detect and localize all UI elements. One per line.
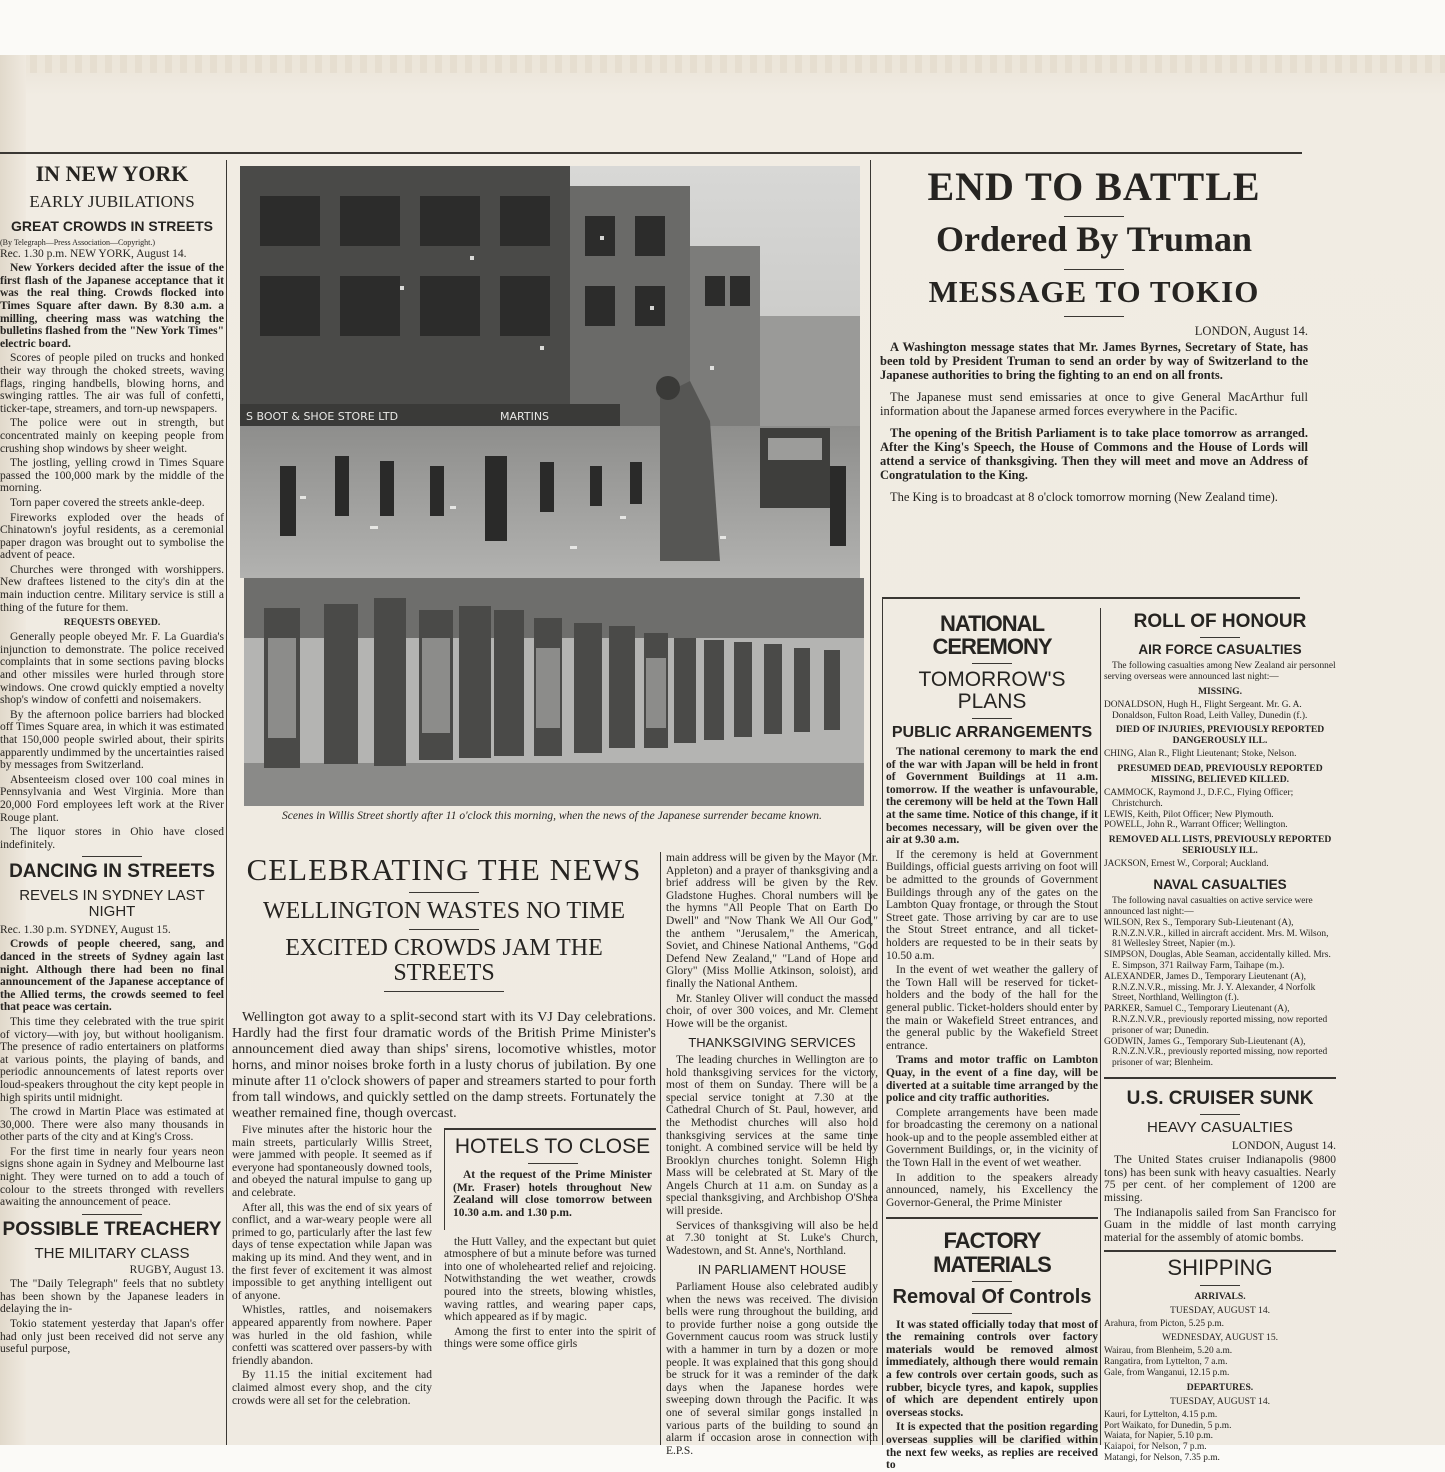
col3-paragraph: The leading churches in Wellington are to hold thanksgiving services for the victory, most of them on Sunday. There will be a special service tonight at 7.30 at the Cathedral Church of St. Paul, however, and the Methodist churches will also hold thanksgiving services at the same time tonight. A combined service will be held by Brooklyn churches tonight. Solemn High Mass will be celebrated at St. Mary of the Angels Church at 11 a.m. on Sunday as a special thanksgiving, and Archbishop O'Shea will preside. <box>666 1053 878 1218</box>
factory-subhead: Removal Of Controls <box>892 1285 1092 1308</box>
center-paragraph: the Hutt Valley, and the expectant but quiet atmosphere of but a minute before was turned into one of wholehearted relief and rejoicing. Notwithstanding the wet weather, crowds poured into the streets, blowing whistles, waving rattles, and wearing paper caps, which appeared as if by magic. <box>444 1235 656 1324</box>
honour-entry: ALEXANDER, James D., Temporary Lieutenant (A), R.N.Z.N.V.R., missing. Mr. J. Y. Alexander, 4 Norfolk Street, Northland, Wellington (f.). <box>1104 971 1316 1004</box>
shipping-arrivals: ARRIVALS. <box>1194 1290 1246 1302</box>
center-paragraph: Whistles, rattles, and noisemakers appeared apparently from nowhere. Paper was hurled in the old fashion, while confetti was scattered over passers-by with friendly abandon. <box>232 1304 432 1367</box>
sydney-dateline: Rec. 1.30 p.m. SYDNEY, August 15. <box>0 923 171 936</box>
ny-paragraph: Absenteeism closed over 100 coal mines in Pennsylvania and West Virginia. More than 20,000 Ford employees left work at the River Rouge plant. <box>0 773 224 824</box>
hotels-body: At the request of the Prime Minister (Mr. Fraser) hotels throughout New Zealand will close tomorrow between 10.30 a.m. and 1.30 p.m. <box>453 1169 652 1219</box>
ny-paragraph: Churches were thronged with worshippers. New draftees listened to the city's din at the main induction centre. Military service is still a thing of the future for them. <box>0 563 224 614</box>
shipping-entry: Wairau, from Blenheim, 5.20 a.m. <box>1104 1346 1233 1357</box>
divider <box>972 718 1012 719</box>
divider <box>409 892 479 893</box>
street-photo-bottom <box>244 578 864 806</box>
honour-entry: DONALDSON, Hugh H., Flight Sergeant. Mr. G. A. Donaldson, Fulton Road, Leith Valley, Dunedin (f.). <box>1104 699 1308 721</box>
shipping-entry: Arahura, from Picton, 5.25 p.m. <box>1104 1318 1225 1329</box>
treachery-dateline: RUGBY, August 13. <box>129 1263 224 1276</box>
honour-intro: The following naval casualties on active service were announced last night:— <box>1104 896 1313 918</box>
sydney-lead: Crowds of people cheered, sang, and danced in the streets of Sydney again last night. Although there had been no final announcement of the Japanese acceptance of the Allied terms, the crowds seemed to feel that peace was certain. <box>0 938 224 1014</box>
column-rule-4 <box>1100 608 1101 1445</box>
shipping-entry: Port Waikato, for Dunedin, 5 p.m. <box>1104 1420 1232 1431</box>
honour-entry: PARKER, Samuel C., Temporary Lieutenant (A), R.N.Z.N.V.R., previously reported missing, now reported prisoner of war; Dunedin. <box>1104 1004 1328 1036</box>
cruiser-paragraph: The Indianapolis sailed from San Francisco for Guam in the middle of last month carrying material for the assembly of atomic bombs. <box>1104 1206 1336 1244</box>
col3-paragraph: Services of thanksgiving will also be held at 7.30 tonight at St. Luke's Church, Wadestown, and St. Anne's, Northland. <box>666 1219 878 1257</box>
ceremony-subhead-2: PUBLIC ARRANGEMENTS <box>891 724 1093 742</box>
ceremony-headline: NATIONAL CEREMONY <box>932 611 1052 660</box>
column-rule-1 <box>226 160 227 1445</box>
divider <box>1200 1285 1240 1286</box>
shipping-departures: DEPARTURES. <box>1186 1381 1254 1393</box>
cruiser-paragraph: The United States cruiser Indianapolis (9800 tons) has been sunk with heavy casualties. Nearly 75 per cent. of her complement of 1200 are missing. <box>1104 1154 1336 1205</box>
ny-paragraph: Scores of people piled on trucks and honked their way through the choked streets, waving flags, ringing handbells, blowing horns, and swinging rattles. The air was full of confetti, ticker-tape, streamers, and torn-up newspapers. <box>0 352 224 415</box>
right-divider-rule <box>882 597 1300 599</box>
honour-headline: ROLL OF HONOUR <box>1133 611 1307 632</box>
ceremony-paragraph: If the ceremony is held at Government Buildings, official guests arriving on foot will be admitted to the grounds of Government Buildings through any of the gates on the Lambton Quay frontage, or through the Stout Street gate. Those arriving by car are to use the Stout Street entrance, and all ticket-holders are requested to be in their seats by 10.50 a.m. <box>886 848 1098 962</box>
shipping-entry: Kauri, for Lyttelton, 4.15 p.m. <box>1104 1409 1218 1420</box>
ny-headline: IN NEW YORK <box>35 161 189 186</box>
shipping-entry: Matangi, for Nelson, 7.35 p.m. <box>1104 1452 1220 1463</box>
divider <box>528 1163 578 1164</box>
ny-subhead: EARLY JUBILATIONS <box>29 192 195 212</box>
honour-entry: POWELL, John R., Warrant Officer; Wellington. <box>1104 820 1288 831</box>
air-force-subhead: AIR FORCE CASUALTIES <box>1138 641 1302 657</box>
honour-entry: WILSON, Rex S., Temporary Sub-Lieutenant (A), R.N.Z.N.V.R., killed in aircraft accident. Mrs. M. Wilson, 81 Wellesley Street, Napier (m.). <box>1104 917 1329 950</box>
ny-paragraph: Torn paper covered the streets ankle-deep. <box>10 496 205 509</box>
sydney-paragraph: This time they celebrated with the true spirit of victory—with joy, but without hooliganism. The presence of radio entertainers on platforms at various points, the playing of bands, and periodic announcements of latest reports over loud-speakers throughout the city kept people in high spirits until midnight. <box>0 1015 224 1104</box>
factory-paragraph: It is expected that the position regarding overseas supplies will be clarified within the next few weeks, as replies are received to <box>886 1421 1098 1472</box>
center-col-b <box>444 1124 656 1353</box>
divider <box>1064 216 1124 217</box>
column-rule-3 <box>882 598 883 1445</box>
ny-dateline: Rec. 1.30 p.m. NEW YORK, August 14. <box>0 247 187 260</box>
center-headline: CELEBRATING THE NEWS <box>246 852 642 887</box>
divider <box>1200 1114 1240 1115</box>
sydney-paragraph: For the first time in nearly four years neon signs shone again in Sydney and Melbourne last night. They were turned on to add a touch of colour to the streets thronged with revellers awaiting the announcement of peace. <box>0 1145 224 1209</box>
sydney-subhead: REVELS IN SYDNEY LAST NIGHT <box>19 887 205 921</box>
ceremony-paragraph: Complete arrangements have been made for broadcasting the ceremony on a national hook-up and to the people assembled either at Government Buildings, or, in the vicinity of the Town Hall in the event of wet weather. <box>886 1106 1098 1170</box>
cruiser-dateline: LONDON, August 14. <box>1231 1139 1336 1152</box>
treachery-paragraph: The "Daily Telegraph" feels that no subtlety has been shown by the Japanese leaders in delaying the in- <box>0 1278 224 1316</box>
col3-paragraph: Parliament House also celebrated audibly when the news was received. The division bells were rung throughout the building, and to provide further noise a gong outside the Government caucus room was struck lustily with a hammer in turn by a dozen or more people. It was explained that this gong should be struck for it was a reminder of the dark days when the Japanese hordes were sweeping down through the Pacific. It was one of several similar gongs installed in various parts of the building to sound an alarm if occasion arose in connection with E.P.S. <box>666 1281 878 1457</box>
truman-subhead-2: MESSAGE TO TOKIO <box>928 273 1260 309</box>
ny-paragraph: Fireworks exploded over the heads of Chinatown's joyful residents, as a ceremonial paper dragon was brought out to symbolise the advent of peace. <box>0 511 224 562</box>
ceremony-column <box>886 608 1098 1472</box>
divider <box>1064 316 1124 317</box>
divider <box>82 856 142 857</box>
divider <box>82 1214 142 1215</box>
center-paragraph: After all, this was the end of six years of conflict, and a war-weary people were all primed to go, particularly after the last few days of tense expectation while Japan was making up its mind. And they went, and in the first fever of excitement it was almost impossible to get anything intelligent out of anyone. <box>232 1201 432 1302</box>
factory-section <box>886 1217 1098 1471</box>
shipping-entry: Waiata, for Napier, 5.10 p.m. <box>1104 1431 1213 1442</box>
treachery-subhead: THE MILITARY CLASS <box>34 1244 190 1262</box>
shipping-entry: Rangatira, from Lyttelton, 7 a.m. <box>1104 1357 1228 1368</box>
honour-category: PRESUMED DEAD, PREVIOUSLY REPORTED MISSING, BELIEVED KILLED. <box>1117 763 1323 786</box>
treachery-paragraph: Tokio statement yesterday that Japan's offer had only just been received did not serve any useful purpose, <box>0 1317 224 1356</box>
sydney-paragraph: The crowd in Martin Place was estimated at 30,000. There were also many thousands in other parts of the city and at King's Cross. <box>0 1106 224 1144</box>
center-paragraph: Five minutes after the historic hour the main streets, particularly Willis Street, were jammed with people. It seemed as if everyone had spontaneously downed tools, and obeyed the natural impulse to gang up and celebrate. <box>232 1124 432 1200</box>
ceremony-continued-column <box>666 852 878 1457</box>
center-paragraph: Among the first to enter into the spirit of things were some office girls <box>444 1325 656 1351</box>
hotels-headline: HOTELS TO CLOSE <box>454 1135 651 1159</box>
honour-category: MISSING. <box>1198 685 1242 697</box>
cruiser-subhead: HEAVY CASUALTIES <box>1147 1118 1293 1136</box>
shipping-entry: Kaiapoi, for Nelson, 7 p.m. <box>1104 1442 1207 1453</box>
shop-sign-2: MARTINS <box>500 410 550 423</box>
parliament-subhead: IN PARLIAMENT HOUSE <box>697 1262 847 1278</box>
truman-paragraph: A Washington message states that Mr. James Byrnes, Secretary of State, has been told by President Truman to send an order by way of Switzerland to the Japanese authorities to bring the fighting to an end on all fronts. <box>880 339 1308 382</box>
truman-headline: END TO BATTLE <box>927 164 1261 209</box>
factory-paragraph: It was stated officially today that most of the remaining controls over factory materials would be removed almost immediately, although there would remain a few controls over certain goods, such as rubber, bicycle tyres, and kapok, supplies of which are dependent entirely upon overseas stocks. <box>886 1318 1098 1419</box>
truman-paragraph: The opening of the British Parliament is to take place tomorrow as arranged. After the King's Speech, the House of Commons and the House of Lords will attend a service of thanksgiving. Then they will meet and move an Address of Congratulation to the King. <box>880 425 1308 482</box>
shipping-day: TUESDAY, AUGUST 14. <box>1169 1304 1271 1316</box>
shipping-day: WEDNESDAY, AUGUST 15. <box>1161 1332 1279 1344</box>
honour-entry: SIMPSON, Douglas, Able Seaman, accidentally killed. Mrs. E. Simpson, 371 Railway Farm, Taihape (m.). <box>1104 950 1331 972</box>
center-subhead: WELLINGTON WASTES NO TIME <box>263 897 625 924</box>
honour-entry: LEWIS, Keith, Pilot Officer; New Plymouth. <box>1104 809 1274 820</box>
hotels-box <box>444 1128 656 1229</box>
truman-paragraph: The Japanese must send emissaries at once to give General MacArthur full information about the Japanese armed forces everywhere in the Pacific. <box>880 389 1308 418</box>
ny-paragraph: The liquor stores in Ohio have closed indefinitely. <box>0 826 224 851</box>
center-col-a <box>232 1124 432 1409</box>
ceremony-paragraph: Trams and motor traffic on Lambton Quay, in the event of a fine day, will be diverted at a suitable time arranged by the police and city traffic authorities. <box>886 1054 1098 1105</box>
factory-headline: FACTORY MATERIALS <box>933 1228 1051 1277</box>
shipping-day: TUESDAY, AUGUST 14. <box>1169 1395 1271 1407</box>
ny-paragraph: Generally people obeyed Mr. F. La Guardia's injunction to demonstrate. The police received complaints that in some sections paving blocks and other missiles were hurled through store windows. One crowd quickly emptied a novelty shop's window of confetti and noisemakers. <box>0 631 224 707</box>
top-rule <box>0 152 1302 154</box>
ny-credit: (By Telegraph—Press Association—Copyright.) <box>0 237 156 247</box>
honour-intro: The following casualties among New Zealand air personnel serving overseas were announced last night:— <box>1104 661 1336 682</box>
ny-lead: New Yorkers decided after the issue of the first flash of the Japanese acceptance that it was the real thing. Crowds flocked into Times Square after dawn. By 8.30 a.m. a milling, cheering mass was watching the bulletins flashed from the "New York Times" electric board. <box>0 262 224 350</box>
ny-paragraph: The jostling, yelling crowd in Times Square passed the 100,000 mark by the middle of the morning. <box>0 457 224 495</box>
cruiser-headline: U.S. CRUISER SUNK <box>1126 1088 1314 1109</box>
truman-paragraph: The King is to broadcast at 8 o'clock tomorrow morning (New Zealand time). <box>890 489 1278 504</box>
shipping-headline: SHIPPING <box>1167 1255 1273 1281</box>
divider <box>409 929 479 930</box>
divider <box>972 663 1012 664</box>
street-photo-top <box>240 166 860 578</box>
ny-requests-subhead: REQUESTS OBEYED. <box>63 617 161 629</box>
shipping-entry: Gale, from Wanganui, 12.15 p.m. <box>1104 1367 1230 1378</box>
ceremony-lead: The national ceremony to mark the end of the war with Japan will be held in front of Government Buildings at 11 a.m. tomorrow. If the weather is unfavourable, the ceremony will be held at the Town Hall at the same time. Notice of this change, if it becomes necessary, will be given over the air at 9.30 a.m. <box>886 746 1098 847</box>
street-scene-image <box>240 166 860 578</box>
ny-paragraph: By the afternoon police barriers had blocked off Times Square area, in which it was estimated that 150,000 people swirled about, their spirits apparently undimmed by the uncertainties raised by messages from Switzerland. <box>0 708 224 772</box>
divider <box>972 1313 1012 1314</box>
sydney-headline: DANCING IN STREETS <box>9 861 215 883</box>
ceremony-subhead: TOMORROW'S PLANS <box>918 668 1066 714</box>
center-paragraph: By 11.15 the initial excitement had claimed almost every shop, and the city crowds were all set for the celebration. <box>232 1369 432 1407</box>
cruiser-section <box>1104 1077 1336 1244</box>
honour-entry: JACKSON, Ernest W., Corporal; Auckland. <box>1104 859 1269 870</box>
honour-entry: CHING, Alan R., Flight Lieutenant; Stoke, Nelson. <box>1104 749 1297 760</box>
conga-line-image <box>244 578 864 806</box>
ny-subhead-2: GREAT CROWDS IN STREETS <box>11 217 213 234</box>
column-rule-center <box>660 852 661 1445</box>
truman-story <box>880 160 1308 596</box>
shipping-section <box>1104 1250 1336 1463</box>
honour-category: DIED OF INJURIES, PREVIOUSLY REPORTED DANGEROUSLY ILL. <box>1115 724 1325 747</box>
divider <box>1064 269 1124 270</box>
col3-paragraph: main address will be given by the Mayor (Mr. Appleton) and a prayer of thanksgiving and a brief address will be given by the Rev. Gladstone Hughes. Choral numbers will be the hymns "All People That on Earth Do Dwell" and "Now Thank We All Our God," the anthem "Jerusalem," the American, Soviet, and Chinese National Anthems, "God Defend New Zealand," "Land of Hope and Glory" (Miss Mollie Atkinson, soloist), and finally the National Anthem. <box>666 852 878 990</box>
honour-column <box>1104 608 1336 1463</box>
thanksgiving-subhead: THANKSGIVING SERVICES <box>688 1035 856 1051</box>
center-story <box>232 852 656 1445</box>
center-lead: Wellington got away to a split-second start with its VJ Day celebrations. Hardly had the first four dramatic words of the British Prime Minister's announcement died away than ships' sirens, locomotive whistles, motor horns, and minor noises broke forth in a lusty chorus of jubilation. By one minute after 11 o'clock showers of paper and streamers started to pour forth from tall windows, and quickly settled on the damp streets. Fortunately the weather remained fine, though overcast. <box>232 1010 656 1122</box>
honour-category: REMOVED ALL LISTS, PREVIOUSLY REPORTED SERIOUSLY ILL. <box>1108 834 1332 857</box>
honour-entry: CAMMOCK, Raymond J., D.F.C., Flying Officer; Christchurch. <box>1104 788 1294 809</box>
shop-sign: S BOOT & SHOE STORE LTD <box>246 410 399 423</box>
divider <box>384 991 504 992</box>
ceremony-paragraph: In addition to the speakers already announced, namely, his Excellency the Governor-General, the Prime Minister <box>886 1171 1098 1209</box>
honour-entry: GODWIN, James G., Temporary Sub-Lieutenant (A), R.N.Z.N.V.R., previously reported missing, now reported prisoner of war; Blenheim. <box>1104 1036 1328 1069</box>
col3-paragraph: Mr. Stanley Oliver will conduct the massed choir, of over 300 voices, and Mr. Clement Howe will be the organist. <box>666 992 878 1030</box>
center-subhead-2: EXCITED CROWDS JAM THE STREETS <box>285 934 603 986</box>
left-column <box>0 160 224 1445</box>
treachery-headline: POSSIBLE TREACHERY <box>2 1218 222 1240</box>
truman-dateline: LONDON, August 14. <box>1194 324 1308 339</box>
divider <box>1200 637 1240 638</box>
photo-caption: Scenes in Willis Street shortly after 11 o'clock this morning, when the news of the Japanese surrender became known. <box>282 810 822 822</box>
ny-paragraph: The police were out in strength, but concentrated mainly on keeping people from crushing shop windows by sheer weight. <box>0 417 224 455</box>
naval-subhead: NAVAL CASUALTIES <box>1153 877 1287 893</box>
ceremony-paragraph: In the event of wet weather the gallery of the Town Hall will be reserved for ticket-holders and the body of the hall for the general public. Ticket-holders should enter by the main or Wakefield Street entrances, and the general public by the Wakefield Street entrance. <box>886 964 1098 1052</box>
divider <box>972 1281 1012 1282</box>
truman-subhead: Ordered By Truman <box>935 219 1253 259</box>
